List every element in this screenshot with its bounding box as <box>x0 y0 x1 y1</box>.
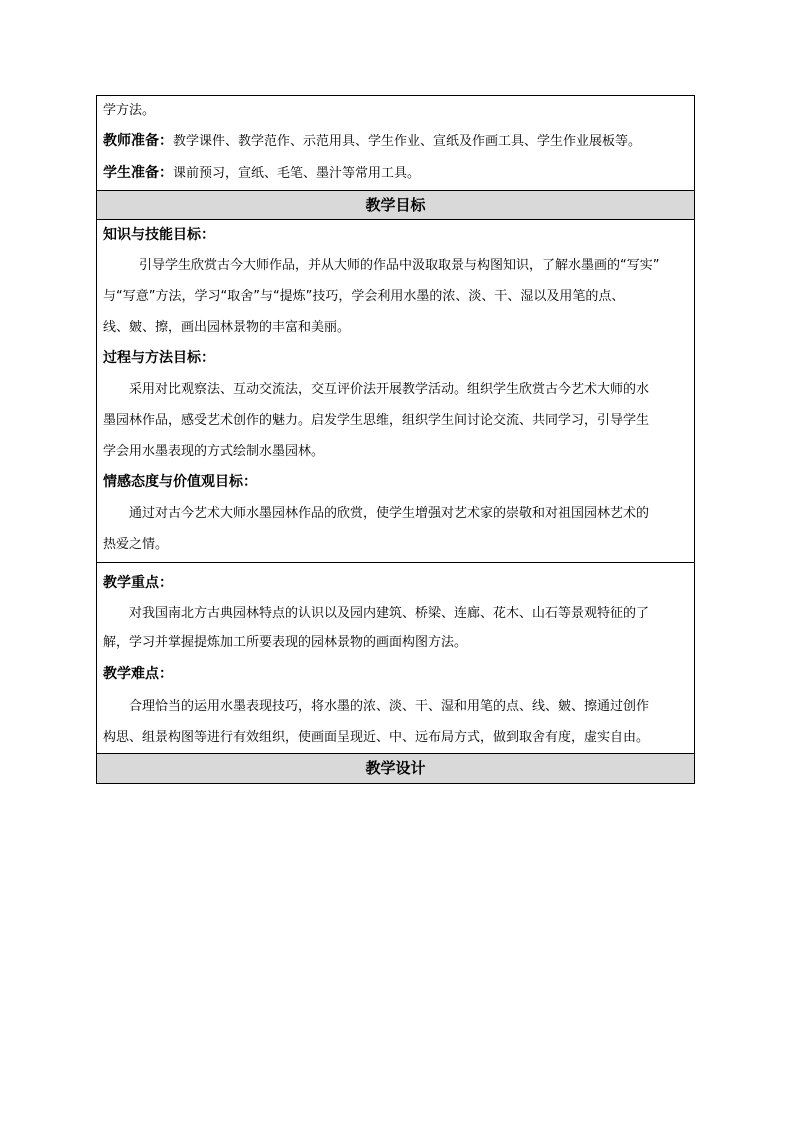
difficulty-heading: 教学难点： <box>103 666 173 682</box>
key-points-heading: 教学重点： <box>103 575 173 591</box>
teacher-prep <box>103 126 688 157</box>
key-points-line: 解，学习并掌握提炼加工所要表现的园林景物的画面构图方法。 <box>103 635 468 650</box>
knowledge-heading: 知识与技能目标： <box>103 227 215 243</box>
process-line: 学会用水墨表现的方式绘制水墨园林。 <box>103 444 325 459</box>
student-prep-text: 课前预习，宣纸、毛笔、墨汁等常用工具。 <box>173 166 421 181</box>
lesson-plan-table <box>96 95 695 784</box>
emotion-line: 热爱之情。 <box>103 537 169 552</box>
process-line: 墨园林作品，感受艺术创作的魅力。启发学生思维，组织学生间讨论交流、共同学习，引导学生 <box>103 413 650 428</box>
knowledge-line: 与“写意”方法，学习“取舍”与“提炼”技巧，学会利用水墨的浓、淡、干、湿以及用笔的点、 <box>103 289 625 304</box>
carry-over-line: 学方法。 <box>103 103 156 118</box>
section-header-goals: 教学目标 <box>97 191 694 220</box>
goals-cell <box>97 220 694 563</box>
process-line: 采用对比观察法、互动交流法，交互评价法开展教学活动。组织学生欣赏古今艺术大师的水 <box>129 382 650 397</box>
difficulty-line: 构思、组景构图等进行有效组织，使画面呈现近、中、远布局方式，做到取舍有度，虚实自由。 <box>103 730 650 745</box>
knowledge-line: 引导学生欣赏古今大师作品，并从大师的作品中汲取取景与构图知识，了解水墨画的“写实” <box>139 258 660 273</box>
process-heading: 过程与方法目标： <box>103 350 215 366</box>
emotion-heading: 情感态度与价值观目标： <box>103 474 257 490</box>
student-prep <box>103 157 688 190</box>
knowledge-line: 线、皴、擦，画出园林景物的丰富和美丽。 <box>103 320 351 335</box>
key-points-line: 对我国南北方古典园林特点的认识以及园内建筑、桥梁、连廊、花木、山石等景观特征的了 <box>129 606 650 621</box>
preparation-cell <box>97 96 694 191</box>
difficulty-line: 合理恰当的运用水墨表现技巧，将水墨的浓、淡、干、湿和用笔的点、线、皴、擦通过创作 <box>129 699 650 714</box>
focus-cell <box>97 563 694 754</box>
section-header-design: 教学设计 <box>97 754 694 783</box>
emotion-line: 通过对古今艺术大师水墨园林作品的欣赏，使学生增强对艺术家的崇敬和对祖国园林艺术的 <box>129 506 650 521</box>
teacher-prep-label: 教师准备： <box>103 133 173 149</box>
student-prep-label: 学生准备： <box>103 165 173 181</box>
teacher-prep-text: 教学课件、教学范作、示范用具、学生作业、宣纸及作画工具、学生作业展板等。 <box>173 134 642 149</box>
